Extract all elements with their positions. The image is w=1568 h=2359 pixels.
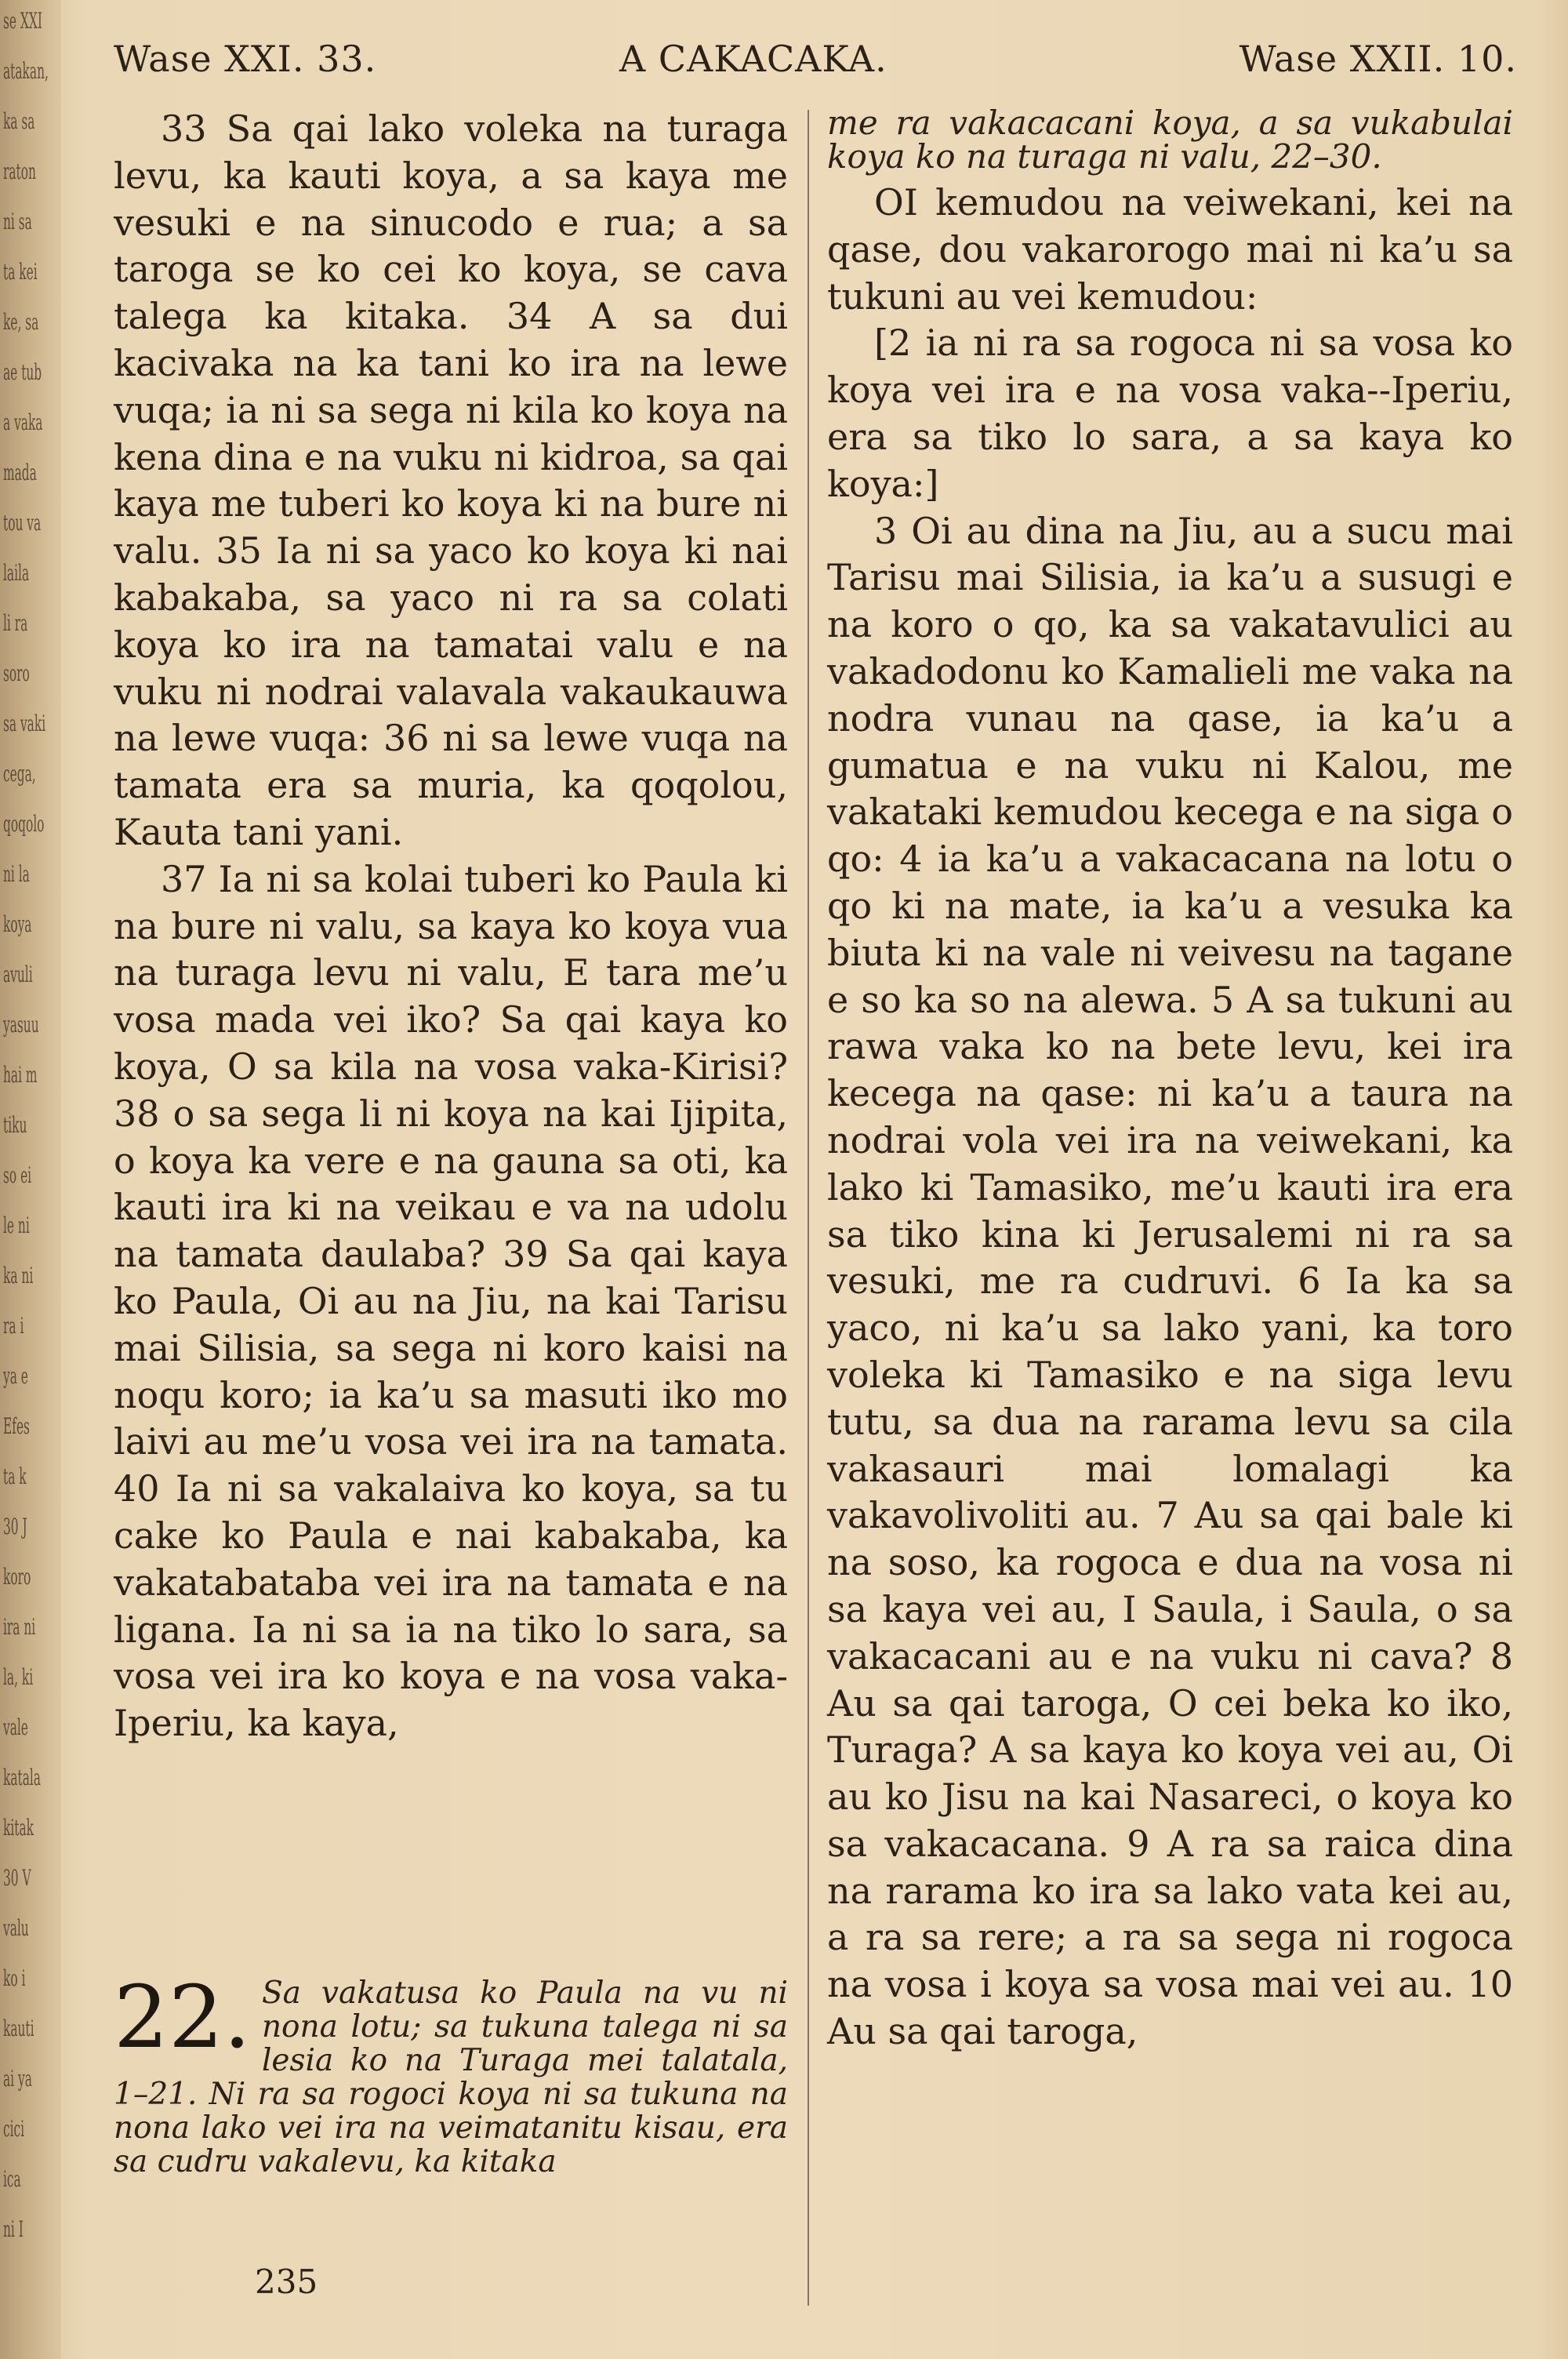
margin-fragment: koro [3, 1564, 31, 1590]
margin-fragment: 30 V [3, 1865, 31, 1891]
column-divider [808, 110, 809, 2306]
margin-fragment: 30 J [3, 1514, 27, 1539]
chapter-number: 22. [114, 1967, 251, 2067]
margin-fragment: le ni [3, 1212, 30, 1238]
margin-fragment: vale [3, 1714, 28, 1740]
margin-fragment: ya e [3, 1363, 28, 1389]
margin-fragment: laila [3, 560, 30, 586]
running-head-left: Wase XXI. 33. [114, 38, 377, 80]
margin-fragment: cega, [3, 761, 36, 787]
margin-fragment: ai ya [3, 2066, 32, 2092]
margin-fragment: hai m [3, 1062, 38, 1088]
margin-fragment: so ei [3, 1162, 32, 1188]
margin-fragment: avuli [3, 961, 33, 987]
margin-fragment: ra i [3, 1313, 24, 1339]
margin-fragment: sa vaki [3, 711, 46, 736]
margin-fragment: ke, sa [3, 309, 39, 335]
paragraph-verse-1: OI kemudou na veiwekani, kei na qase, dou vakarorogo mai ni ka’u sa tukuni au vei kemudou: [827, 181, 1513, 318]
margin-fragment: kauti [3, 2016, 34, 2041]
paragraph-verse-2: [2 ia ni ra sa rogoca ni sa vosa ko koya vei ira e na vosa vaka--Iperiu, era sa tiko lo sara, a sa kaya ko koya:] [827, 322, 1513, 505]
running-head [114, 38, 1517, 93]
page-number: 235 [255, 2263, 318, 2301]
margin-fragment: li ra [3, 610, 28, 636]
left-text-column [114, 106, 788, 1747]
margin-fragment: koya [3, 911, 32, 937]
margin-fragment: tiku [3, 1112, 27, 1138]
right-text-column [827, 106, 1513, 2055]
running-head-right: Wase XXII. 10. [1239, 38, 1517, 80]
margin-fragment: tou va [3, 510, 42, 536]
margin-fragment: ni sa [3, 209, 32, 234]
margin-fragment: ni I [3, 2216, 24, 2242]
margin-fragment: atakan, [3, 58, 49, 84]
margin-fragment: ni la [3, 861, 30, 887]
margin-fragment: ko i [3, 1965, 26, 1991]
chapter-heading [114, 1967, 788, 2179]
margin-fragment: soro [3, 660, 30, 686]
margin-fragment: raton [3, 158, 36, 184]
margin-fragment: yasuu [3, 1012, 39, 1038]
margin-fragment: a vaka [3, 409, 43, 435]
paragraph-verse-37: 37 Ia ni sa kolai tuberi ko Paula ki na bure ni valu, sa kaya ko koya vua na turaga levu ni valu, E tara me’u vosa mada vei iko? Sa qai kaya ko koya, O sa kila na vosa vaka-Kirisi? 38 o sa sega li ni koya na kai Ijipita, o koya ka vere e na gauna sa oti, ka kauti ira ki na veikau e va na udolu na tamata daulaba? 39 Sa qai kaya ko Paula, Oi au na Jiu, na kai Tarisu mai Silisia, sa sega ni koro kaisi na noqu koro; ia ka’u sa masuti iko mo laivi au me’u vosa vei ira na tamata. 40 Ia ni sa vakalaiva ko koya, sa tu cake ko Paula e nai kabakaba, ka vakatabataba vei ira na tamata e na ligana. Ia ni sa ia na tiko lo sara, sa vosa vei ira ko koya e na vosa vaka-Iperiu, ka kaya, [114, 857, 788, 1745]
margin-fragment: kitak [3, 1815, 34, 1841]
margin-fragment: ta kei [3, 259, 38, 285]
margin-fragment: ka ni [3, 1263, 34, 1289]
paragraph-verse-3: 3 Oi au dina na Jiu, au a sucu mai Tarisu mai Silisia, ia ka’u a susugi e na koro o qo, ka sa vakatavulici au vakadodonu ko Kamalieli me vaka na nodra vunau na qase, ia ka’u a gumatua e na vuku ni Kalou, me vakataki kemudou kecega e na siga o qo: 4 ia ka’u a vakacacana na lotu o qo ki na mate, ia ka’u a vesuka ka biuta ki na vale ni veivesu na tagane e so ka so na alewa. 5 A sa tukuni au rawa vaka ko na bete levu, kei ira kecega na qase: ni ka’u a taura na nodrai vola vei ira na veiwekani, ka lako ki Tamasiko, me’u kauti ira era sa tiko kina ki Jerusalemi ni ra sa vesuki, me ra cudruvi. 6 Ia ka sa yaco, ni ka’u sa lako yani, ka toro voleka ki Tamasiko e na siga levu tutu, sa dua na rarama levu sa cila vakasauri mai lomalagi ka vakavolivoliti au. 7 Au sa qai bale ki na soso, ka rogoca e dua na vosa ni sa kaya vei au, I Saula, i Saula, o sa vakacacani au e na vuku ni cava? 8 Au sa qai taroga, O cei beka ko iko, Turaga? A sa kaya ko koya vei au, Oi au ko Jisu na kai Nasareci, o koya ko sa vakacacana. 9 A ra sa raica dina na rarama ko ira sa lako vata kei au, a ra sa rere; a ra sa sega ni rogoca na vosa i koya sa vosa mai vei au. 10 Au sa qai taroga, [827, 509, 1513, 2053]
margin-fragment: se XXI [3, 8, 42, 34]
running-head-title: A CAKACAKA. [619, 38, 887, 80]
chapter-summary-continued: me ra vakacacani koya, a sa vukabulai koya ko na turaga ni valu, 22–30. [827, 104, 1513, 176]
margin-fragment: ae tub [3, 359, 42, 385]
margin-fragment: katala [3, 1765, 41, 1790]
margin-fragment: mada [3, 460, 37, 485]
margin-fragment: cici [3, 2116, 25, 2142]
margin-fragment: ta k [3, 1463, 27, 1489]
margin-fragment: Efes [3, 1413, 30, 1439]
margin-fragment: valu [3, 1915, 29, 1941]
paragraph-verse-33: 33 Sa qai lako voleka na turaga levu, ka kauti koya, a sa kaya me vesuki e na sinucodo e rua; a sa taroga se ko cei ko koya, se cava talega ka kitaka. 34 A sa dui kacivaka na ka tani ko ira na lewe vuqa; ia ni sa sega ni kila ko koya na kena dina e na vuku ni kidroa, sa qai kaya me tuberi ko koya ki na bure ni valu. 35 Ia ni sa yaco ko koya ki nai kabakaba, sa yaco ni ra sa colati koya ko ira na tamatai valu e na vuku ni nodrai valavala vakaukauwa na lewe vuqa: 36 ni sa lewe vuqa na tamata era sa muria, ka qoqolou, Kauta tani yani. [114, 107, 788, 853]
margin-fragment: ka sa [3, 108, 35, 134]
facing-page-margin [0, 0, 61, 2359]
chapter-summary: Sa vakatusa ko Paula na vu ni nona lotu; sa tukuna talega ni sa lesia ko na Turaga mei talatala, 1–21. Ni ra sa rogoci koya ni sa tukuna na nona lako vei ira na veimatanitu kisau, era sa cudru vakalevu, ka kitaka [114, 1976, 788, 2179]
margin-fragment: qoqolo [3, 811, 45, 837]
margin-fragment: ira ni [3, 1614, 36, 1640]
margin-fragment: la, ki [3, 1664, 34, 1690]
margin-fragment: ica [3, 2166, 21, 2192]
